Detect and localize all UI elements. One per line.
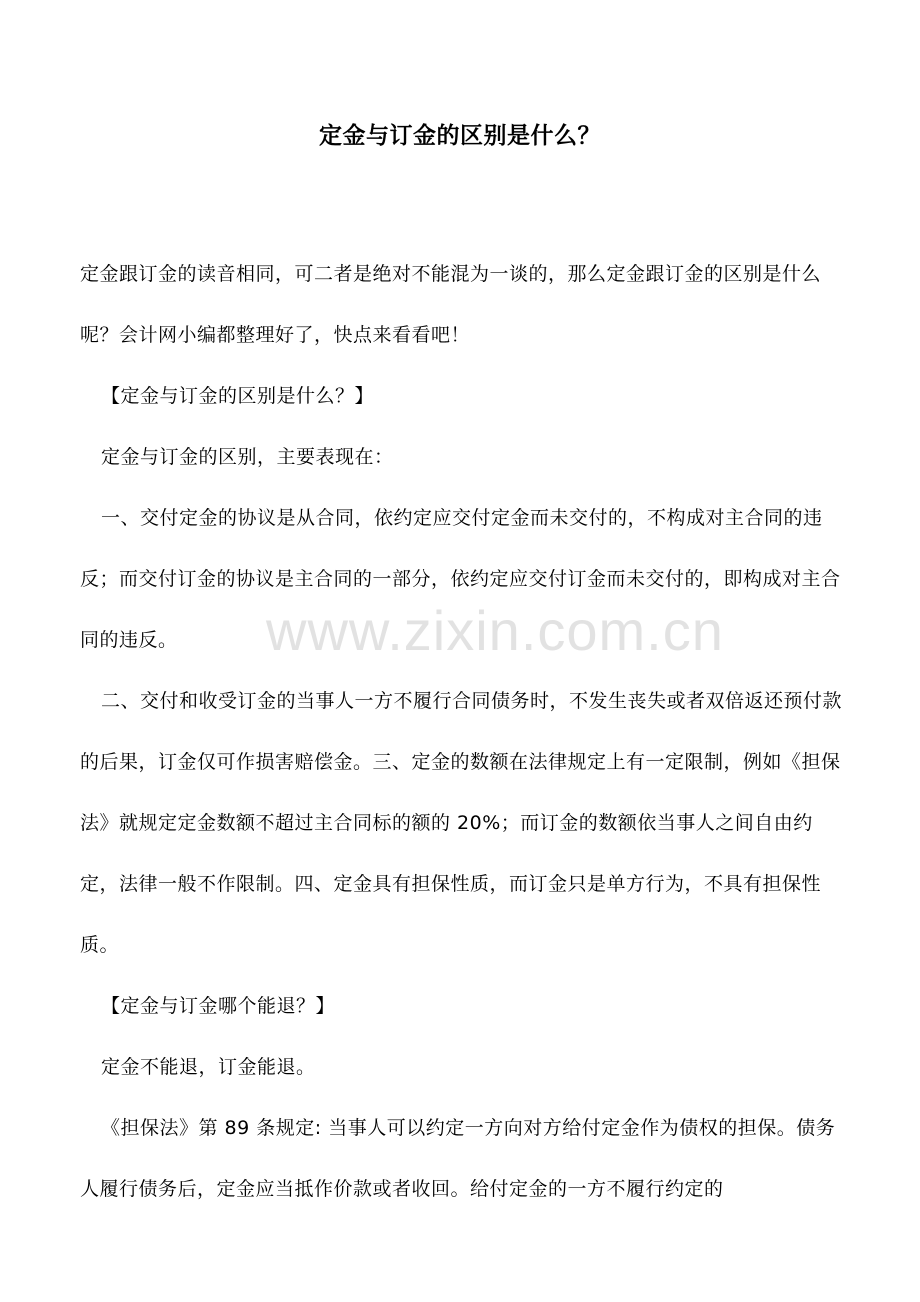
document-body [80, 244, 842, 1220]
paragraph-point-one: 一、交付定金的协议是从合同，依约定应交付定金而未交付的，不构成对主合同的违反；而交付订金的协议是主合同的一部分，依约定应交付订金而未交付的，即构成对主合同的违反。 [80, 507, 841, 651]
intro-paragraph: 定金跟订金的读音相同，可二者是绝对不能混为一谈的，那么定金跟订金的区别是什么呢？会计网小编都整理好了，快点来看看吧！ [80, 263, 822, 346]
watermark: www.zixin.com.cn [266, 599, 724, 662]
section-heading-difference: 【定金与订金的区别是什么？】 [101, 385, 375, 407]
paragraph-refund-answer: 定金不能退，订金能退。 [101, 1056, 316, 1078]
paragraph-difference-intro: 定金与订金的区别，主要表现在： [101, 446, 394, 468]
section-heading-refund: 【定金与订金哪个能退？】 [101, 995, 336, 1017]
paragraph-point-two-to-four: 二、交付和收受订金的当事人一方不履行合同债务时，不发生丧失或者双倍返还预付款的后果，订金仅可作损害赔偿金。三、定金的数额在法律规定上有一定限制，例如《担保法》就规定定金数额不超过主合同标的额的 20%；而订金的数额依当事人之间自由约定，法律一般不作限制。四、定金具有担保性质，而订金只是单方行为，不具有担保性质。 [80, 690, 843, 956]
page-title: 定金与订金的区别是什么？ [319, 123, 601, 149]
paragraph-guarantee-law: 《担保法》第 89 条规定: 当事人可以约定一方向对方给付定金作为债权的担保。债务人履行债务后，定金应当抵作价款或者收回。给付定金的一方不履行约定的 [80, 1117, 836, 1200]
